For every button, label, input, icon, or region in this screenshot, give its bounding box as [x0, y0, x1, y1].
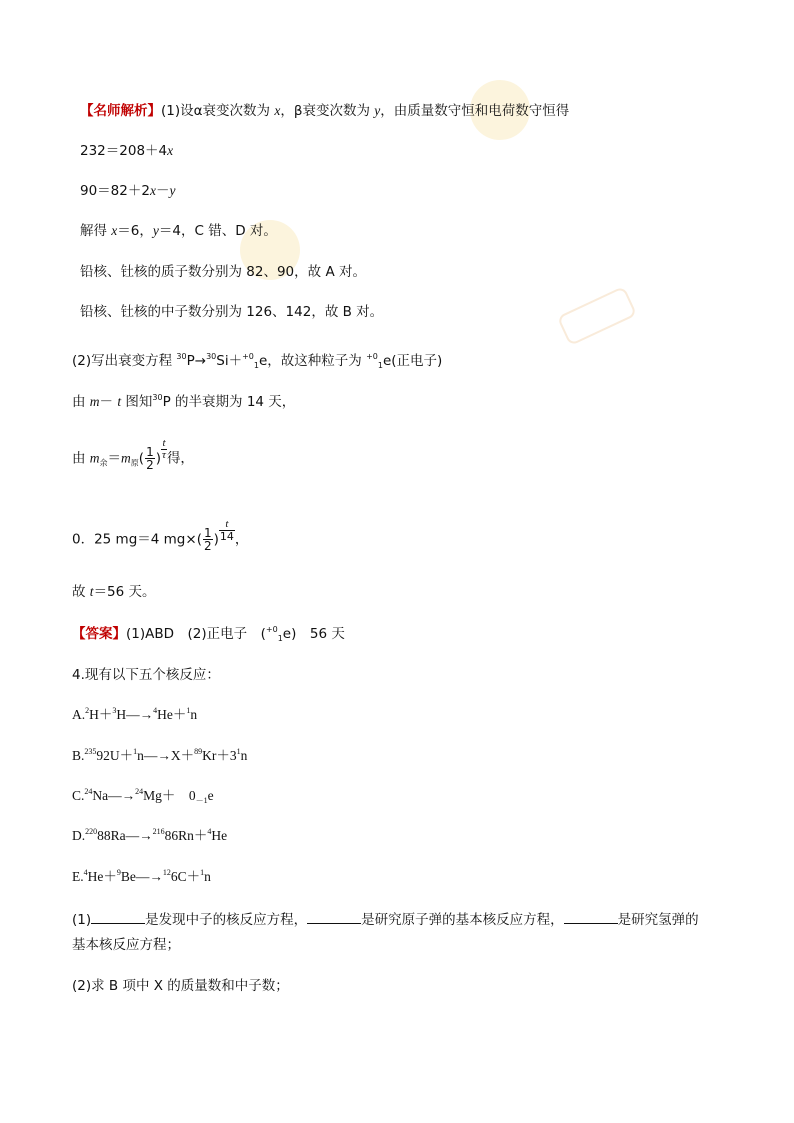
- analysis-tag: 【名师解析】: [80, 103, 161, 119]
- decay-equation-line: (2)写出衰变方程 $^{30}$P→$^{30}$Si＋$^{+0}_1$e，故这种粒子为 $^{+0}_1$e(正电子): [72, 352, 443, 370]
- exponent-t-over-14: $\frac{t}{14}$: [219, 518, 234, 543]
- analysis-intro: 【名师解析】(1)设α衰变次数为 x，β衰变次数为 y，由质量数守恒和电荷数守恒得: [80, 103, 570, 119]
- reaction-a: A.$^2$H＋$^3$H―→$^4$He＋$^1$n: [72, 706, 198, 722]
- reaction-c: C.$^{24}$Na―→$^{24}$Mg＋ $0_{-1}e$: [72, 787, 214, 805]
- answer-blank-3[interactable]: [564, 909, 618, 924]
- proton-count-line: 铅核、钍核的质子数分别为 82、90，故 A 对。: [80, 264, 366, 280]
- answer-tag: 【答案】: [72, 626, 126, 642]
- equation-charge: 90＝82＋2x－y: [80, 183, 176, 199]
- substitution-line: 0．25 mg＝4 mg×( $\frac{1}{2}$ ) $\frac{t}{14}$ ，: [72, 518, 249, 553]
- neutron-count-line: 铅核、钍核的中子数分别为 126、142，故 B 对。: [80, 304, 384, 320]
- solution-line: 解得 x＝6，y＝4，C 错、D 对。: [80, 223, 277, 239]
- reaction-e: E.$^4$He＋$^9$Be―→$^{12}$6C＋$^1$n: [72, 868, 211, 884]
- equation-mass: 232＝208＋4x: [80, 143, 174, 159]
- watermark-stamp-right: [557, 286, 638, 346]
- answer-blank-2[interactable]: [307, 909, 361, 924]
- question-part-1: (1) 是发现中子的核反应方程， 是研究原子弹的基本核反应方程， 是研究氢弹的: [72, 909, 699, 930]
- question-intro: 4.现有以下五个核反应：: [72, 667, 220, 683]
- question-part-2: (2)求 B 项中 X 的质量数和中子数；: [72, 978, 289, 994]
- reaction-d: D.$^{220}$88Ra―→$^{216}$86Rn＋$^4$He: [72, 827, 228, 843]
- exponent-t-over-tau: $\frac{t}{\tau}$: [162, 437, 166, 461]
- fraction-one-half-2: $\frac{1}{2}$: [203, 526, 212, 553]
- question-part-1-cont: 基本核反应方程；: [72, 937, 180, 953]
- answer-blank-1[interactable]: [91, 909, 145, 924]
- fraction-one-half: $\frac{1}{2}$: [146, 445, 154, 472]
- conclusion-line: 故 t＝56 天。: [72, 584, 156, 600]
- decay-formula-line: 由 $m_余=m_原$( $\frac{1}{2}$ ) $\frac{t}{\tau}$ 得，: [72, 437, 194, 472]
- answer-line: 【答案】(1)ABD (2)正电子 ($^{+0}_1$e) 56 天: [72, 625, 345, 643]
- half-life-line: 由 m－ t 图知$^{30}$P 的半衰期为 14 天，: [72, 393, 296, 410]
- reaction-b: $B.^{235}92U+^1n―\to X+^{89}Kr+3^1n$: [72, 747, 248, 763]
